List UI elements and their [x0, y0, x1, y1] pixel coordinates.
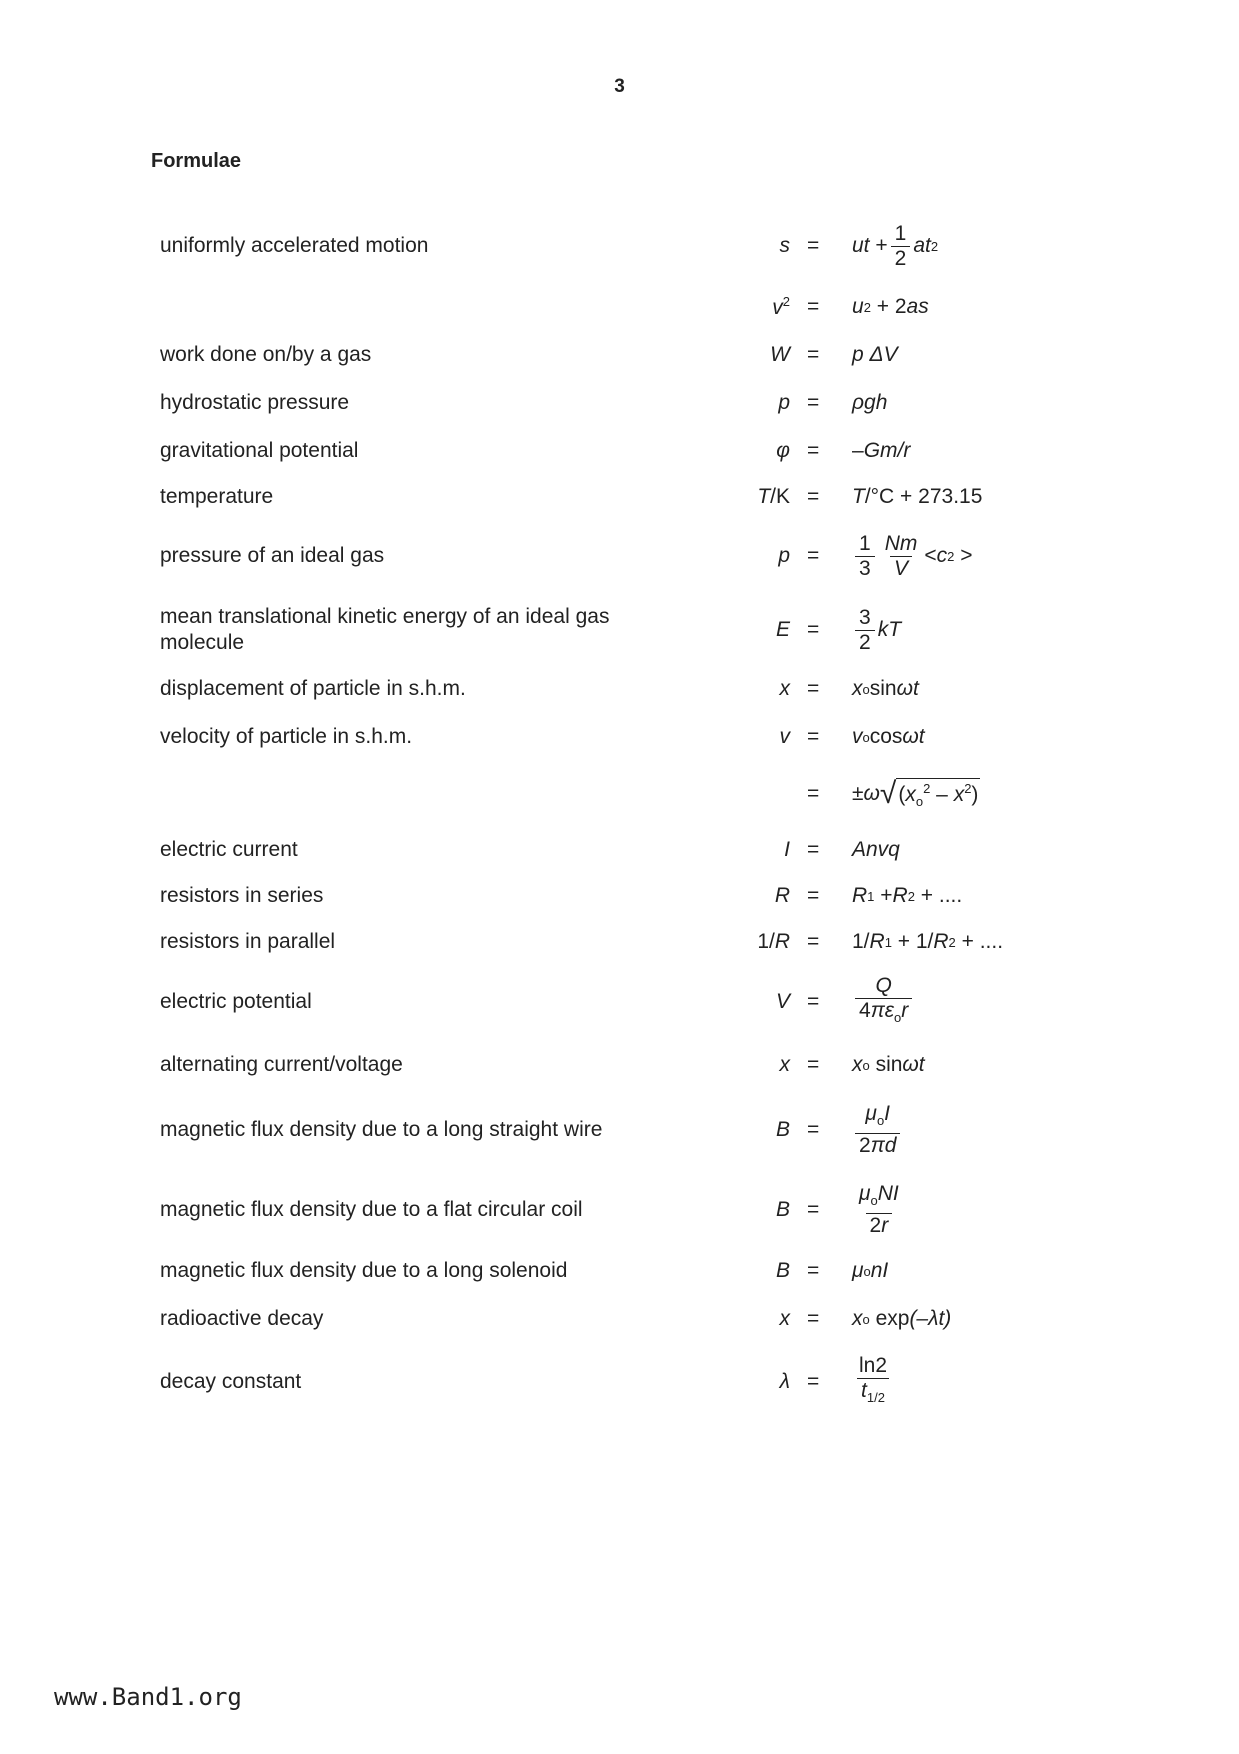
formula-symbol: $v^2$	[772, 294, 790, 319]
formula-description: magnetic flux density due to a long straight wire	[160, 1118, 603, 1141]
formula-symbol: λ	[779, 1370, 790, 1393]
formula-expression: $\frac{Q}{4\pi\varepsilon_or}$	[852, 974, 915, 1030]
formula-symbol: V	[775, 990, 790, 1013]
formula-description: gravitational potential	[160, 439, 359, 462]
equals-sign: =	[807, 782, 820, 805]
formula-description: pressure of an ideal gas	[160, 544, 385, 567]
formula-expression: $\frac{\mu_oNI}{2r}$	[859, 1181, 899, 1238]
formula-row	[0, 879, 1239, 913]
formula-row	[0, 480, 1239, 514]
equals-sign: =	[807, 618, 820, 641]
equals-sign: =	[807, 1259, 820, 1282]
formula-description: magnetic flux density due to a flat circular coil	[160, 1198, 583, 1221]
formula-description: decay constant	[160, 1370, 302, 1393]
formula-row	[0, 974, 1239, 1030]
equals-sign: =	[807, 990, 820, 1013]
formula-row	[0, 1180, 1239, 1240]
formula-row	[0, 772, 1239, 816]
equals-sign: =	[807, 1370, 820, 1393]
formula-row	[0, 1254, 1239, 1288]
formula-symbol: W	[770, 343, 790, 366]
formula-expression: – Gm/r	[852, 439, 911, 462]
formula-row	[0, 222, 1239, 270]
formula-symbol: v	[779, 725, 790, 748]
equals-sign: =	[807, 1307, 820, 1330]
formula-row	[0, 290, 1239, 324]
formula-row	[0, 1048, 1239, 1082]
formula-symbol: R	[774, 884, 790, 907]
formula-row	[0, 672, 1239, 706]
formula-row	[0, 434, 1239, 468]
equals-sign: =	[807, 884, 820, 907]
formula-symbol: B	[775, 1198, 790, 1221]
formula-description: work done on/by a gas	[160, 343, 372, 366]
formula-row	[0, 925, 1239, 959]
formula-description: uniformly accelerated motion	[160, 234, 429, 257]
formula-symbol: T/K	[757, 485, 790, 508]
formula-expression: u 2 + 2 as	[852, 295, 929, 318]
formula-description: hydrostatic pressure	[160, 391, 350, 414]
formula-expression: ut + $\frac{1}{2}$ at 2	[852, 221, 939, 270]
formula-symbol: E	[775, 618, 790, 641]
formula-description: temperature	[160, 485, 274, 508]
formula-row	[0, 600, 1239, 660]
formula-description: resistors in parallel	[160, 930, 336, 953]
formula-row	[0, 1100, 1239, 1160]
formula-expression: $\frac{1}{3}$ $\frac{Nm}{V}$ < c 2 >	[852, 532, 972, 581]
equals-sign: =	[807, 343, 820, 366]
equals-sign: =	[807, 544, 820, 567]
formula-expression: 1/ R 1 + 1/ R 2 + ....	[852, 930, 1004, 953]
formula-symbol: p	[778, 544, 790, 567]
formula-expression: R 1 + R 2 + ....	[852, 884, 963, 907]
formula-expression: μ o nI	[852, 1259, 889, 1282]
formula-row	[0, 720, 1239, 754]
formula-symbol: s	[779, 234, 790, 257]
formula-symbol: I	[784, 838, 790, 861]
formula-description: displacement of particle in s.h.m.	[160, 677, 466, 700]
equals-sign: =	[807, 725, 820, 748]
formula-expression: Anvq	[852, 838, 900, 861]
equals-sign: =	[807, 485, 820, 508]
formula-symbol: B	[775, 1118, 790, 1141]
equals-sign: =	[807, 391, 820, 414]
formula-symbol: 1/R	[757, 930, 790, 953]
formula-description: velocity of particle in s.h.m.	[160, 725, 413, 748]
formula-row	[0, 386, 1239, 420]
equals-sign: =	[807, 295, 820, 318]
formula-expression: $\frac{\mu_oI}{2\pi d}$	[852, 1102, 903, 1158]
formula-expression: x o exp (–λt)	[852, 1307, 952, 1330]
formula-expression: ρgh	[852, 391, 888, 414]
formula-symbol: x	[779, 677, 790, 700]
equals-sign: =	[807, 838, 820, 861]
formula-description: magnetic flux density due to a long solenoid	[160, 1259, 568, 1282]
square-root: √ $(x_o^2 - x^2)$	[879, 777, 979, 810]
formula-row	[0, 1302, 1239, 1336]
formula-expression: T /°C + 273.15	[852, 485, 983, 508]
formula-description: electric potential	[160, 990, 312, 1013]
formula-description: radioactive decay	[160, 1307, 324, 1330]
formula-expression: $\frac{\ln 2}{t_{1/2}}$	[852, 1354, 894, 1410]
formula-row	[0, 833, 1239, 867]
formula-description: alternating current/voltage	[160, 1053, 403, 1076]
formula-row	[0, 338, 1239, 372]
formula-symbol: B	[775, 1259, 790, 1282]
equals-sign: =	[807, 1053, 820, 1076]
formula-description: electric current	[160, 838, 298, 861]
page-number: 3	[614, 76, 625, 97]
page-title: Formulae	[151, 150, 242, 172]
formula-row	[0, 1352, 1239, 1412]
formula-row	[0, 530, 1239, 582]
formula-expression: v o cos ωt	[852, 725, 925, 748]
formula-symbol: φ	[776, 439, 790, 462]
formula-expression: x o sin ωt	[852, 1053, 925, 1076]
formula-symbol: x	[779, 1053, 790, 1076]
formula-expression: $\frac{3}{2}$ kT	[852, 606, 901, 655]
formula-expression: x o sin ωt	[852, 677, 919, 700]
formula-symbol: x	[779, 1307, 790, 1330]
equals-sign: =	[807, 1118, 820, 1141]
footer-url: www.Band1.org	[54, 1683, 242, 1711]
equals-sign: =	[807, 439, 820, 462]
formula-expression: ± ω √ $(x_o^2 - x^2)$	[852, 777, 979, 810]
equals-sign: =	[807, 930, 820, 953]
formula-description: resistors in series	[160, 884, 324, 907]
formula-description: mean translational kinetic energy of an ideal gas molecule	[160, 605, 610, 654]
formula-symbol: p	[778, 391, 790, 414]
formula-expression: p ΔV	[852, 343, 898, 366]
equals-sign: =	[807, 1198, 820, 1221]
equals-sign: =	[807, 677, 820, 700]
equals-sign: =	[807, 234, 820, 257]
